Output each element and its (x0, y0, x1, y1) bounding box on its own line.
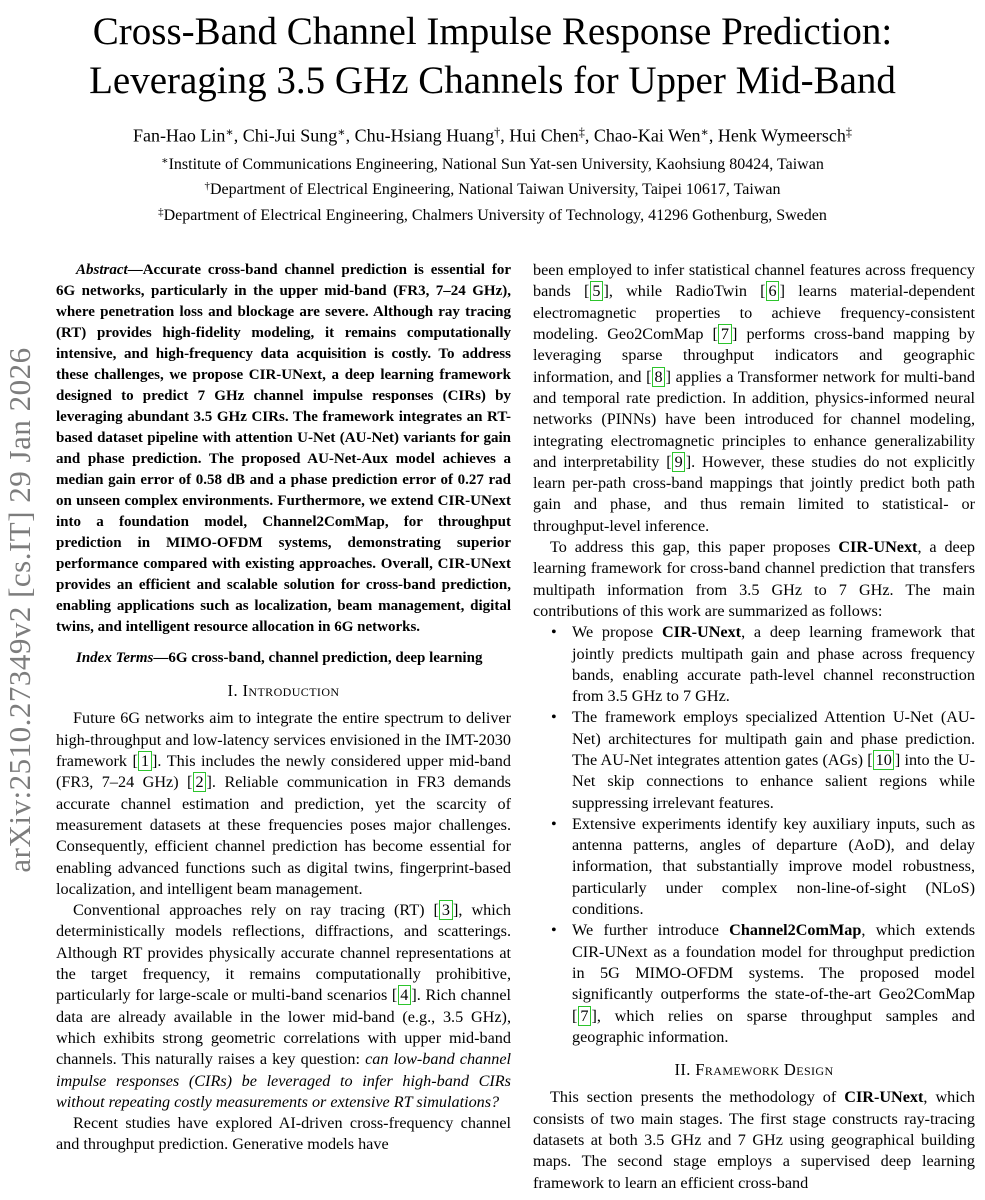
text-run: † (494, 125, 501, 139)
text-run: , a deep learning framework that jointly predicts multipath gain and phase across frequency bands, enabling accurate path-level channel reconstruction from 3.5 GHz to 7 GHz. (572, 623, 976, 706)
text-run: We further introduce (572, 921, 730, 940)
text-run: , which consists of two main stages. The first stage constructs ray-tracing datasets at both 3.5 GHz and 7 GHz using geographical building maps. The second stage employs a supervised deep learning framework to learn an efficient cross-band (533, 1088, 975, 1192)
text-run: ]. Reliable communication in FR3 demands accurate channel estimation and prediction, yet the scarcity of measurement datasets at these frequencies poses major challenges. Consequently, efficient channel prediction has become essential for enabling advanced functions such as digital twins, fingerprint-based localization, and intelligent beam management. (56, 773, 511, 898)
affiliation-line-1 (0, 150, 985, 176)
two-column-body (56, 260, 975, 1194)
citation-link[interactable]: 4 (398, 985, 411, 1005)
text-run: ∗ (225, 125, 234, 139)
arxiv-watermark-text: arXiv:2510.27349v2 [cs.IT] 29 Jan 2026 (2, 347, 37, 873)
paper-title-line2: Leveraging 3.5 GHz Channels for Upper Mid-Band (89, 59, 896, 102)
contribution-item-2 (572, 707, 975, 813)
text-run: Conventional approaches rely on ray tracing (RT) [ (73, 901, 439, 920)
text-run: We propose (572, 623, 662, 642)
index-terms-paragraph (56, 648, 511, 669)
text-run: Department of Electrical Engineering, National Taiwan University, Taipei 10617, Taiwan (209, 181, 781, 199)
text-run: ‡ (158, 206, 164, 219)
text-run: To address this gap, this paper proposes (550, 538, 839, 557)
text-run: The framework employs specialized Attention U-Net (AU-Net) architectures for multipath gain and phase prediction. The AU-Net integrates attention gates (AGs) [ (572, 708, 975, 769)
text-run: CIR-UNext (838, 538, 918, 557)
right-column (533, 260, 975, 1194)
related-work-paragraph (533, 260, 975, 537)
text-run: Recent studies have explored AI-driven cross-frequency channel and throughput prediction. Generative models have (56, 1114, 511, 1154)
text-run: ] applies a Transformer network for multi-band and temporal rate prediction. In addition, physics-informed neural networks (PINNs) have been introduced for channel modeling, integrating electromagnetic principles to enhance generalizability and interpretability [ (533, 367, 975, 471)
citation-link[interactable]: 6 (766, 281, 779, 301)
text-run: † (204, 180, 210, 193)
text-run: ] into the U-Net skip connections to enhance salient regions while suppressing irrelevant features. (572, 751, 976, 812)
text-run: ‡ (845, 125, 853, 139)
citation-link[interactable]: 5 (590, 281, 603, 301)
affiliation-line-3 (0, 201, 985, 227)
intro-paragraph-1 (56, 708, 511, 900)
text-run: ]. This includes the newly considered upper mid-band (FR3, 7–24 GHz) [ (56, 752, 511, 792)
section-heading-introduction: I. Introduction (227, 681, 340, 701)
text-run: , Henk Wymeersch (708, 125, 846, 146)
citation-link[interactable]: 9 (672, 452, 685, 472)
framework-paragraph-1 (533, 1087, 975, 1193)
citation-link[interactable]: 8 (652, 367, 665, 387)
text-run: ], which deterministically models reflections, diffractions, and scatterings. Although RT provides physically accurate channel representations at the target frequency, it remains computationally prohibitive, particularly for large-scale or multi-band scenarios [ (56, 901, 512, 1005)
contributions-list (533, 622, 975, 1048)
citation-link[interactable]: 3 (439, 900, 452, 920)
affiliation-line-2 (0, 175, 985, 201)
section-heading-framework-design: II. Framework Design (674, 1060, 834, 1080)
authors-line (0, 125, 985, 147)
text-run: , Chi-Jui Sung (233, 125, 338, 146)
contribution-item-3 (572, 814, 975, 920)
citation-link[interactable]: 7 (578, 1006, 591, 1026)
text-run: Abstract (76, 262, 128, 279)
intro-paragraph-2 (56, 900, 511, 1113)
text-run: Channel2ComMap (729, 921, 862, 940)
text-run: ‡ (578, 125, 585, 139)
contribution-item-4 (572, 920, 975, 1048)
text-run: ]. Rich channel data are already available in the lower mid-band (e.g., 3.5 GHz), which exhibits strong geometric correlations with upper mid-band channels. This naturally raises a key question: (56, 986, 512, 1069)
text-run: been employed to infer statistical channel features across frequency bands [ (533, 261, 975, 301)
citation-link[interactable]: 2 (193, 772, 206, 792)
text-run: CIR-UNext (661, 623, 742, 642)
contributions-intro-paragraph (533, 537, 975, 622)
text-run: , Chu-Hsiang Huang (345, 125, 495, 146)
text-run: ], while RadioTwin [ (603, 282, 766, 301)
text-run: ∗ (161, 154, 169, 167)
citation-link[interactable]: 7 (718, 324, 731, 344)
text-run: ], which relies on sparse throughput samples and geographic information. (572, 1006, 975, 1046)
text-run: can low-band channel impulse responses (CIRs) be leveraged to infer high-band CIRs without repeating costly measurements or extensive RT simulations? (56, 1050, 511, 1111)
text-run: Institute of Communications Engineering, National Sun Yat-sen University, Kaohsiung 80424, Taiwan (168, 155, 824, 173)
left-column (56, 260, 511, 1194)
text-run: Index Terms (76, 650, 154, 667)
text-run: Future 6G networks aim to integrate the entire spectrum to deliver high-throughput and low-latency services envisioned in the IMT-2030 framework [ (56, 709, 511, 771)
affiliations-block (0, 150, 985, 228)
text-run: Fan-Hao Lin (132, 125, 226, 146)
text-run: —Accurate cross-band channel prediction is essential for 6G networks, particularly in the upper mid-band (FR3, 7–24 GHz), where penetration loss and blockage are severe. Although ray tracing (RT) provides high-fidelity modeling, it remains computationally intensive, and high-frequency data acquisition is costly. To address these challenges, we propose CIR-UNext, a deep learning framework designed to predict 7 GHz channel impulse responses (CIRs) by leveraging abundant 3.5 GHz CIRs. The framework integrates an RT-based dataset pipeline with attention U-Net (AU-Net) variants for gain and phase prediction. The proposed AU-Net-Aux model achieves a median gain error of 0.58 dB and a phase prediction error of 0.27 rad on unseen complex environments. Furthermore, we extend CIR-UNext into a foundation model, Channel2ComMap, for throughput prediction in MIMO-OFDM systems, demonstrating superior performance compared with existing approaches. Overall, CIR-UNext provides an efficient and scalable solution for cross-band prediction, enabling applications such as localization, beam management, digital twins, and intelligent resource allocation in 6G networks. (56, 262, 511, 636)
text-run: ] performs cross-band mapping by leveraging sparse throughput indicators and geographic information, and [ (533, 325, 975, 386)
paper-header (0, 0, 985, 227)
citation-link[interactable]: 10 (873, 750, 894, 770)
text-run: , Chao-Kai Wen (584, 125, 701, 146)
text-run: , a deep learning framework for cross-band channel prediction that transfers multipath information from 3.5 GHz to 7 GHz. The main contributions of this work are summarized as follows: (533, 538, 976, 620)
abstract-paragraph (56, 260, 511, 638)
text-run: , Hui Chen (500, 125, 579, 146)
text-run: ]. However, these studies do not explicitly learn per-path cross-band mappings that jointly predict both path gain and phase, and thus remain limited to statistical- or throughput-level inference. (533, 452, 975, 535)
paper-title-line1: Cross-Band Channel Impulse Response Prediction: (92, 10, 893, 53)
text-run: CIR-UNext (844, 1088, 924, 1107)
citation-link[interactable]: 1 (138, 751, 151, 771)
text-run: ∗ (700, 125, 709, 139)
intro-paragraph-3 (56, 1113, 511, 1156)
text-run: Department of Electrical Engineering, Chalmers University of Technology, 41296 Gothenburg, Sweden (163, 207, 827, 225)
text-run: ∗ (337, 125, 346, 139)
contribution-item-1 (572, 622, 975, 707)
text-run: This section presents the methodology of (550, 1088, 845, 1107)
text-run: ] learns material-dependent electromagnetic properties to achieve frequency-consistent modeling. Geo2ComMap [ (533, 282, 976, 344)
text-run: Extensive experiments identify key auxiliary inputs, such as antenna patterns, angles of departure (AoD), and delay information, that substantially improve model robustness, particularly under complex non-line-of-sight (NLoS) conditions. (572, 814, 975, 919)
text-run: , which extends CIR-UNext as a foundation model for throughput prediction in 5G MIMO-OFDM systems. The proposed model significantly outperforms the state-of-the-art Geo2ComMap [ (572, 921, 975, 1025)
text-run: —6G cross-band, channel prediction, deep learning (153, 650, 483, 667)
